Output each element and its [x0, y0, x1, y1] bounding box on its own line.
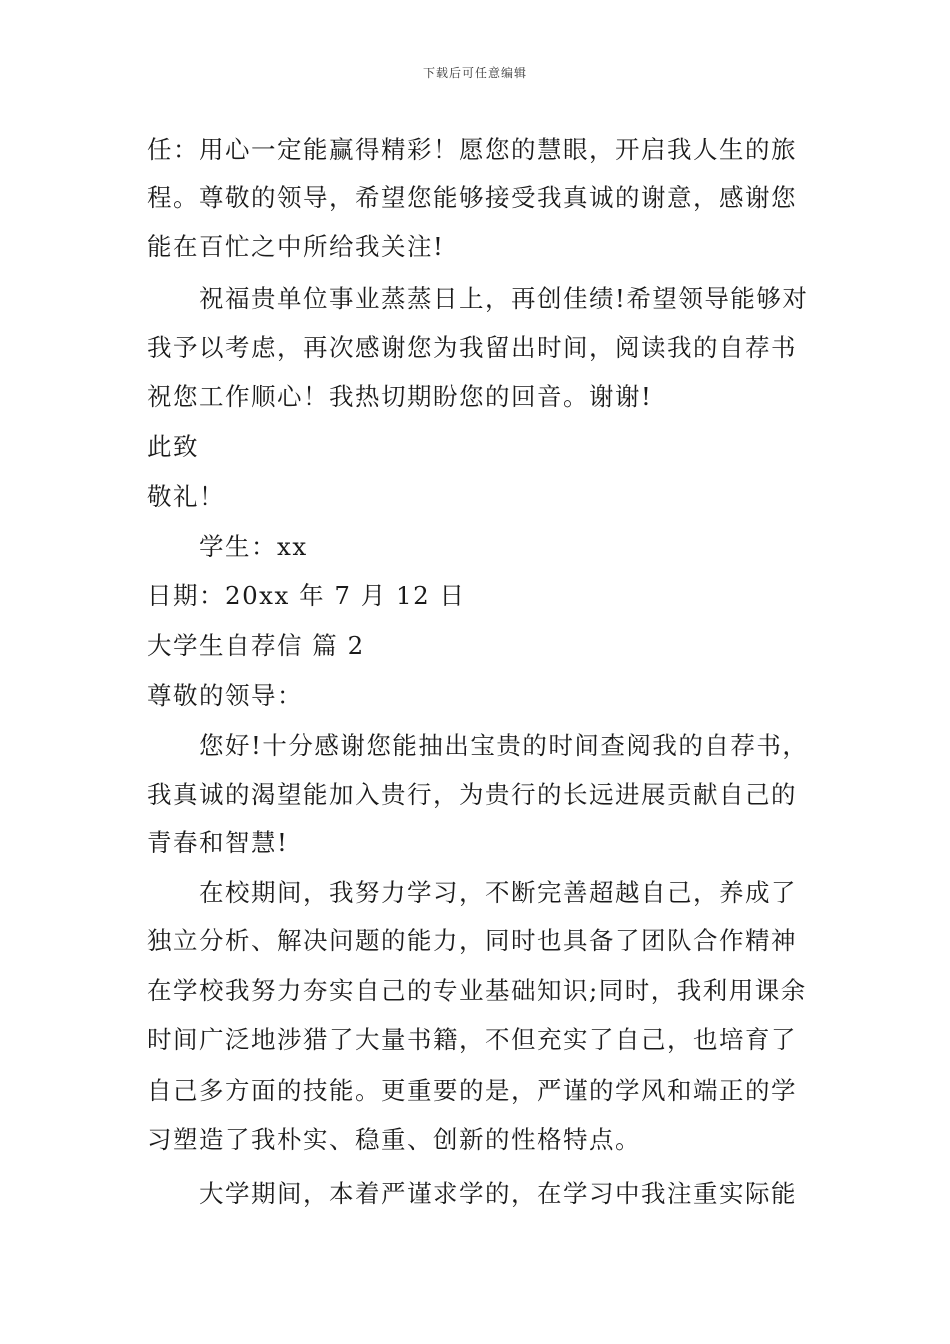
text-line: 敬礼！ [147, 482, 225, 511]
text-line: 能在百忙之中所给我关注! [147, 232, 445, 261]
text-line: 在学校我努力夯实自己的专业基础知识;同时，我利用课余 [147, 976, 807, 1005]
text-line: 任：用心一定能赢得精彩！愿您的慧眼，开启我人生的旅 [147, 135, 797, 164]
text-line: 祝您工作顺心！我热切期盼您的回音。谢谢! [147, 382, 653, 411]
text-line: 大学期间，本着严谨求学的，在学习中我注重实际能 [147, 1179, 797, 1208]
text-line: 独立分析、解决问题的能力，同时也具备了团队合作精神 [147, 926, 797, 955]
text-line: 我予以考虑，再次感谢您为我留出时间，阅读我的自荐书 [147, 333, 797, 362]
text-line: 学生：xx [147, 532, 308, 561]
text-line: 此致 [147, 432, 199, 461]
text-line: 习塑造了我朴实、稳重、创新的性格特点。 [147, 1125, 641, 1154]
text-line: 时间广泛地涉猎了大量书籍，不但充实了自己，也培育了 [147, 1025, 797, 1054]
text-line: 日期：20xx 年 7 月 12 日 [147, 581, 466, 610]
page-header: 下载后可任意编辑 [422, 66, 527, 80]
text-line: 我真诚的渴望能加入贵行，为贵行的长远进展贡献自己的 [147, 780, 797, 809]
text-line: 在校期间，我努力学习，不断完善超越自己，养成了 [147, 878, 797, 907]
text-line: 程。尊敬的领导，希望您能够接受我真诚的谢意，感谢您 [147, 183, 797, 212]
text-line: 大学生自荐信 篇 2 [147, 631, 365, 660]
text-line: 自己多方面的技能。更重要的是，严谨的学风和端正的学 [147, 1076, 797, 1105]
text-line: 尊敬的领导： [147, 681, 303, 710]
text-line: 您好!十分感谢您能抽出宝贵的时间查阅我的自荐书， [147, 731, 809, 760]
text-line: 青春和智慧! [147, 828, 289, 857]
text-line: 祝福贵单位事业蒸蒸日上，再创佳绩!希望领导能够对 [147, 284, 809, 313]
